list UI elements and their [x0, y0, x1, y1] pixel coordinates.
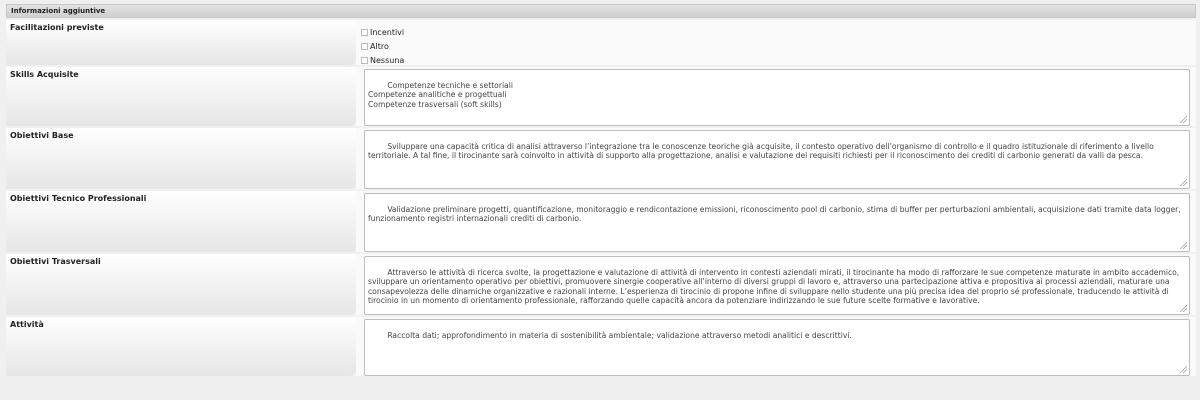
facilitazioni-label: Facilitazioni previste	[6, 20, 356, 65]
obiettivi-trasversali-textarea[interactable]	[364, 256, 1190, 315]
obiettivi-base-textarea[interactable]	[364, 130, 1190, 189]
obiettivi-base-label: Obiettivi Base	[6, 128, 356, 189]
section-header: Informazioni aggiuntive	[6, 4, 1196, 18]
row-obiettivi-trasversali	[6, 254, 1196, 315]
checkbox-label: Altro	[370, 41, 389, 51]
resize-handle-icon[interactable]	[1180, 366, 1187, 373]
row-attivita	[6, 317, 1196, 376]
facilitazioni-options	[356, 20, 1196, 65]
resize-handle-icon[interactable]	[1180, 179, 1187, 186]
obiettivi-trasversali-label: Obiettivi Trasversali	[6, 254, 356, 315]
panel-footer	[6, 376, 1196, 384]
obiettivi-tecnico-textarea[interactable]	[364, 193, 1190, 252]
checkbox-box[interactable]	[361, 43, 368, 50]
skills-textarea[interactable]	[364, 69, 1190, 126]
obiettivi-base-text: Sviluppare una capacità critica di analisi attraverso l’integrazione tra le conoscenze teoriche già acquisite, il contesto operativo dell’organismo di controllo e il quadro istituzionale di riferimento a livello territoriale. A tal fine, il tirocinante sarà coinvolto in attività di supporto alla progettazione, analisi e valutazione dei requisiti richiesti per il riconoscimento dei crediti di carbonio generati da valli da pesca.	[368, 142, 1157, 161]
checkbox-label: Nessuna	[370, 55, 405, 65]
row-obiettivi-base	[6, 128, 1196, 189]
skills-label: Skills Acquisite	[6, 67, 356, 126]
obiettivi-trasversali-text: Attraverso le attività di ricerca svolte, la progettazione e valutazione di attività di intervento in contesti aziendali mirati, il tirocinante ha modo di rafforzare le sue competenze maturate in ambito accademico, sviluppare un orientamento operativo per obiettivi, promuovere sinergie cooperative all’interno di diversi gruppi di lavoro e, attraverso una partecipazione attiva e propositiva ai processi aziendali, maturare una consapevolezza delle dinamiche organizzative e razionali interne. L’esperienza di tirocinio di propone infine di sviluppare nello studente una più precisa idea del proprio sé professionale, traducendo le attività di tirocinio in un momento di orientamento professionale, rafforzando quelle capacità ancora da potenziare indirizzando le sue future scelte formative e lavorative.	[368, 268, 1182, 305]
checkbox-incentivi[interactable]	[361, 25, 1190, 39]
attivita-textarea[interactable]	[364, 319, 1190, 376]
resize-handle-icon[interactable]	[1180, 242, 1187, 249]
checkbox-nessuna[interactable]	[361, 53, 1190, 67]
obiettivi-tecnico-label: Obiettivi Tecnico Professionali	[6, 191, 356, 252]
checkbox-altro[interactable]	[361, 39, 1190, 53]
skills-text: Competenze tecniche e settoriali Competenze analitiche e progettuali Competenze trasversali (soft skills)	[368, 81, 513, 109]
checkbox-box[interactable]	[361, 29, 368, 36]
checkbox-box[interactable]	[361, 57, 368, 64]
resize-handle-icon[interactable]	[1180, 116, 1187, 123]
resize-handle-icon[interactable]	[1180, 305, 1187, 312]
row-facilitazioni	[6, 20, 1196, 65]
additional-info-panel	[6, 0, 1196, 384]
attivita-text: Raccolta dati; approfondimento in materia di sostenibilità ambientale; validazione attraverso metodi analitici e descrittivi.	[387, 331, 852, 341]
attivita-label: Attività	[6, 317, 356, 376]
row-obiettivi-tecnico	[6, 191, 1196, 252]
obiettivi-tecnico-text: Validazione preliminare progetti, quantificazione, monitoraggio e rendicontazione emissioni, riconoscimento pool di carbonio, stima di buffer per perturbazioni ambientali, acquisizione dati tramite data logger, funzionamento registri internazionali crediti di carbonio.	[368, 205, 1184, 224]
checkbox-label: Incentivi	[370, 27, 405, 37]
row-skills	[6, 67, 1196, 126]
